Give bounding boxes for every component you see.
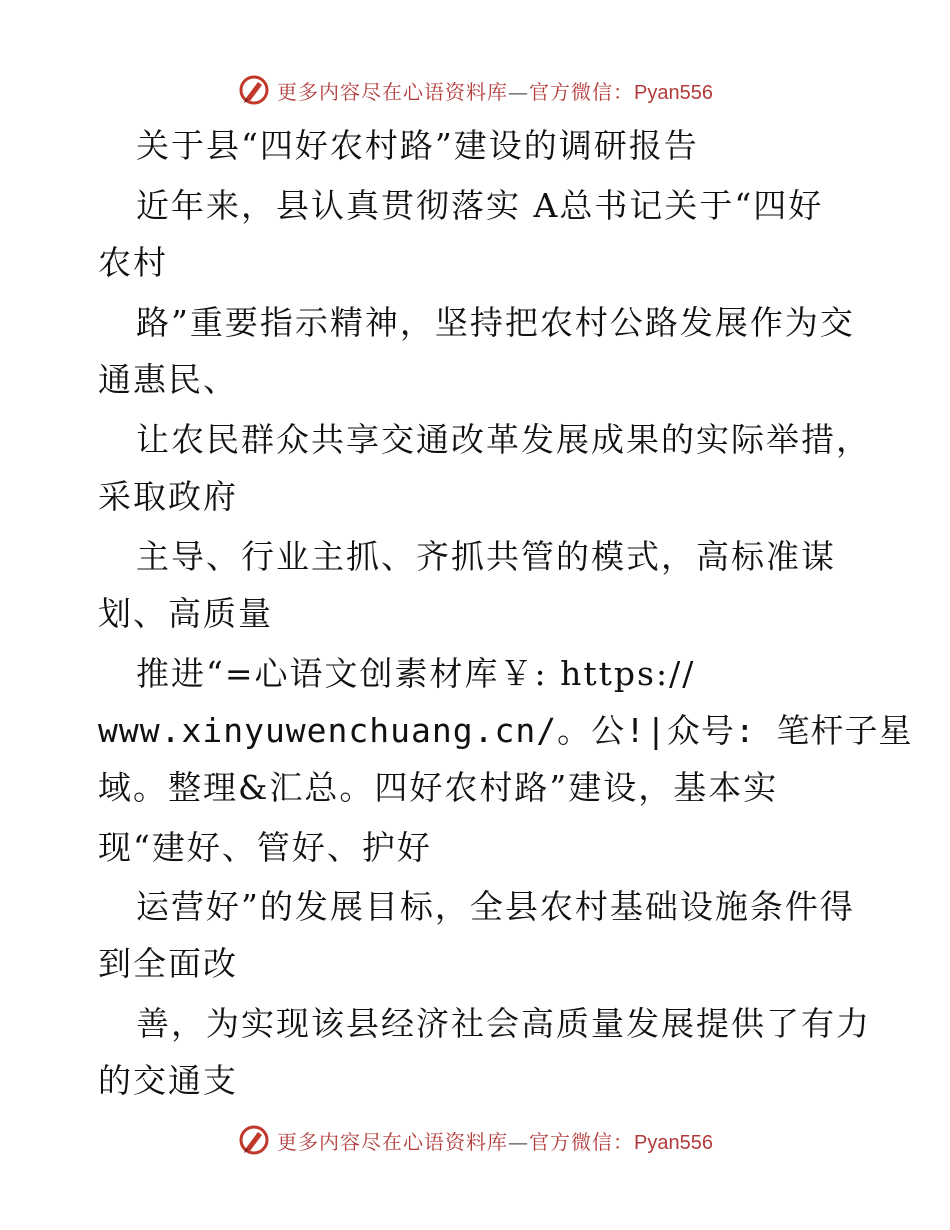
- paragraph-line: 推进“=心语文创素材库￥: https://: [136, 654, 696, 693]
- banner-library-text: 更多内容尽在心语资料库: [277, 79, 509, 104]
- paragraph-line: 域。整理&汇总。四好农村路”建设，基本实: [98, 768, 779, 807]
- paragraph-line: 让农民群众共享交通改革发展成果的实际举措，: [136, 420, 871, 459]
- paragraph-line: 采取政府: [98, 477, 238, 516]
- paragraph-line: 到全面改: [98, 944, 238, 983]
- banner-separator: —: [508, 79, 530, 104]
- paragraph-line: 路”重要指示精神，坚持把农村公路发展作为交: [136, 303, 855, 342]
- paragraph-line: 善，为实现该县经济社会高质量发展提供了有力: [136, 1004, 871, 1043]
- pen-logo-icon: [237, 1123, 271, 1157]
- banner-separator: —: [508, 1129, 530, 1154]
- paragraph-line: 现“建好、管好、护好: [98, 828, 432, 867]
- paragraph-line: 运营好”的发展目标，全县农村基础设施条件得: [136, 887, 855, 926]
- paragraph-line: 农村: [98, 243, 168, 282]
- paragraph-line: 近年来，县认真贯彻落实 A总书记关于“四好: [136, 186, 824, 225]
- banner-wechat-label: 官方微信：: [529, 79, 635, 104]
- paragraph-line: 通惠民、: [98, 360, 238, 399]
- paragraph-line: 的交通支: [98, 1061, 238, 1100]
- banner-wechat-label: 官方微信：: [529, 1129, 635, 1154]
- banner-library-text: 更多内容尽在心语资料库: [277, 1129, 509, 1154]
- footer-banner: [0, 1120, 950, 1160]
- header-banner: [0, 70, 950, 110]
- pen-logo-icon: [237, 73, 271, 107]
- document-title: 关于县“四好农村路”建设的调研报告: [136, 126, 699, 165]
- paragraph-line: 主导、行业主抓、齐抓共管的模式，高标准谋: [136, 537, 836, 576]
- footer-banner-text: [277, 1126, 713, 1155]
- banner-wechat-account: Pyan556: [634, 1131, 713, 1154]
- paragraph-line: www.xinyuwenchuang.cn/。公!|众号: 笔杆子星: [98, 711, 913, 750]
- paragraph-line: 划、高质量: [98, 594, 273, 633]
- banner-wechat-account: Pyan556: [634, 81, 713, 104]
- header-banner-text: [277, 76, 713, 105]
